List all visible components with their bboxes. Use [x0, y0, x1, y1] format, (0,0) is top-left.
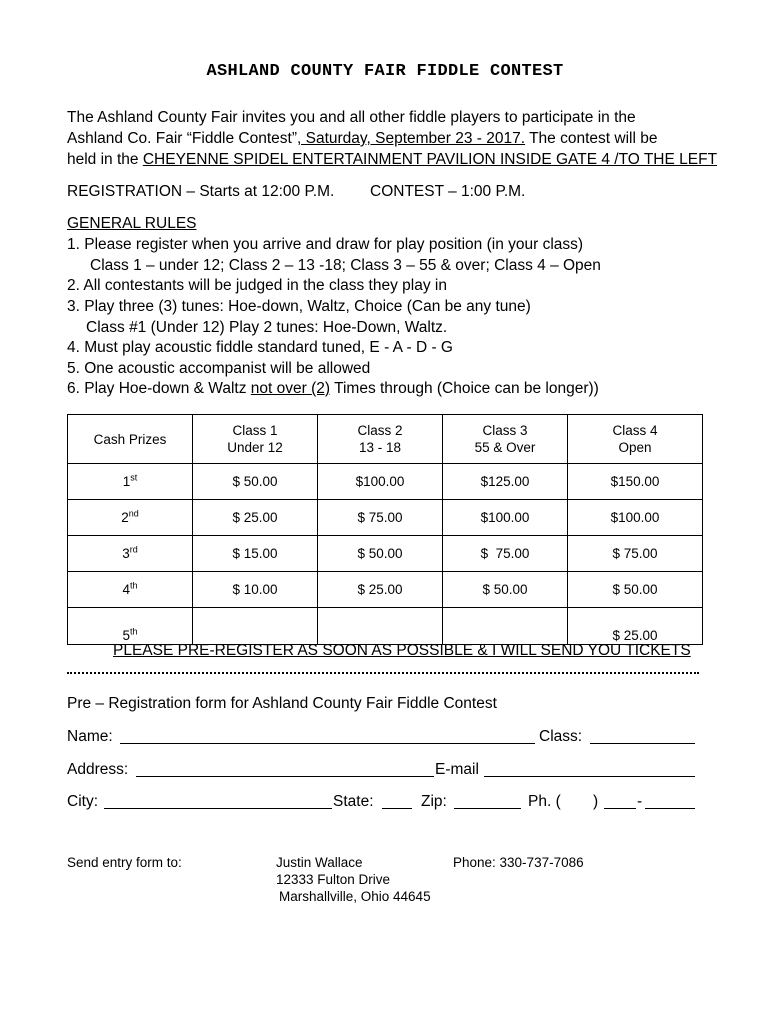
class-header — [193, 415, 318, 464]
class-field[interactable] — [590, 729, 695, 744]
rule-3-class1: Class #1 (Under 12) Play 2 tunes: Hoe-Down, Waltz. — [86, 319, 448, 336]
address-field[interactable] — [136, 762, 434, 777]
phone-number-field[interactable] — [645, 794, 695, 809]
zip-label: Zip: — [421, 793, 447, 810]
place-cell — [68, 536, 193, 572]
rule-5: 5. One acoustic accompanist will be allowed — [67, 360, 371, 377]
state-field[interactable] — [382, 794, 412, 809]
prize-cell: $100.00 — [443, 500, 568, 536]
table-row — [68, 572, 703, 608]
intro-venue: CHEYENNE SPIDEL ENTERTAINMENT PAVILION INSIDE GATE 4 /TO THE LEFT — [142, 151, 718, 168]
intro-line-1: The Ashland County Fair invites you and all other fiddle players to participate in the — [67, 109, 636, 126]
place-number: 2 — [121, 510, 129, 525]
rule-2: 2. All contestants will be judged in the class they play in — [67, 277, 447, 294]
phone-label: Ph. ( — [528, 793, 561, 810]
place-cell — [68, 572, 193, 608]
address-label: Address: — [67, 761, 129, 778]
prize-cell: $100.00 — [568, 500, 703, 536]
class-label: Class: — [539, 728, 583, 745]
send-street: 12333 Fulton Drive — [276, 872, 391, 887]
place-suffix: th — [130, 580, 138, 591]
send-label: Send entry form to: — [67, 855, 182, 870]
phone-prefix-field[interactable] — [604, 794, 636, 809]
prize-cell: $ 75.00 — [318, 500, 443, 536]
rules-heading: GENERAL RULES — [67, 215, 197, 232]
prize-cell: $125.00 — [443, 464, 568, 500]
name-field[interactable] — [120, 729, 535, 744]
form-heading: Pre – Registration form for Ashland County Fair Fiddle Contest — [67, 695, 497, 712]
prize-cell: $ 25.00 — [318, 572, 443, 608]
class-name: Class 3 — [482, 423, 528, 438]
place-cell — [68, 500, 193, 536]
place-suffix: th — [130, 626, 138, 637]
place-number: 1 — [122, 474, 131, 489]
phone-paren: ) — [593, 793, 599, 810]
prize-cell: $ 75.00 — [568, 536, 703, 572]
class-sub: 13 - 18 — [358, 440, 402, 455]
prize-cell: $ 50.00 — [443, 572, 568, 608]
place-suffix: nd — [128, 508, 139, 519]
dotted-divider — [67, 672, 699, 674]
place-number: 5 — [122, 628, 130, 643]
class-header — [318, 415, 443, 464]
table-row — [68, 464, 703, 500]
city-label: City: — [67, 793, 98, 810]
class-name: Class 2 — [357, 423, 403, 438]
place-suffix: rd — [129, 544, 138, 555]
table-row — [68, 500, 703, 536]
contest-time: CONTEST – 1:00 P.M. — [370, 183, 526, 200]
cash-prizes-table — [67, 414, 703, 645]
class-header — [443, 415, 568, 464]
page-title: ASHLAND COUNTY FAIR FIDDLE CONTEST — [206, 62, 564, 81]
email-field[interactable] — [484, 762, 695, 777]
intro-line-2-end: The contest will be — [525, 130, 658, 147]
place-number: 4 — [122, 582, 130, 597]
email-label: E-mail — [435, 761, 479, 778]
send-phone: Phone: 330-737-7086 — [453, 855, 584, 870]
rule-1: 1. Please register when you arrive and draw for play position (in your class) — [67, 236, 584, 253]
table-row — [68, 536, 703, 572]
prize-cell: $ 10.00 — [193, 572, 318, 608]
intro-date: , Saturday, September 23 - 2017. — [297, 130, 526, 147]
prize-cell: $150.00 — [568, 464, 703, 500]
prize-cell: $ 75.00 — [443, 536, 568, 572]
prize-cell: $ 50.00 — [568, 572, 703, 608]
intro-held-in: held in the — [67, 151, 143, 168]
place-number: 3 — [122, 546, 130, 561]
prize-cell: $ 50.00 — [318, 536, 443, 572]
table-header-row — [68, 415, 703, 464]
place-suffix: st — [130, 472, 138, 483]
rule-6-start: 6. Play Hoe-down & Waltz — [67, 380, 251, 397]
class-name: Class 1 — [232, 423, 278, 438]
table-corner: Cash Prizes — [68, 415, 193, 464]
class-sub: Under 12 — [227, 440, 283, 455]
preregister-notice: PLEASE PRE-REGISTER AS SOON AS POSSIBLE & I WILL SEND YOU TICKETS — [113, 642, 691, 659]
send-name: Justin Wallace — [276, 855, 363, 870]
prize-cell — [193, 608, 318, 645]
class-name: Class 4 — [612, 423, 658, 438]
place-cell — [68, 608, 193, 645]
name-label: Name: — [67, 728, 113, 745]
prize-cell: $ 50.00 — [193, 464, 318, 500]
rule-6 — [67, 379, 599, 399]
prize-cell — [443, 608, 568, 645]
rule-6-end: Times through (Choice can be longer)) — [330, 380, 599, 397]
table-row — [68, 608, 703, 645]
rule-4: 4. Must play acoustic fiddle standard tuned, E - A - D - G — [67, 339, 453, 356]
place-cell — [68, 464, 193, 500]
prize-cell: $100.00 — [318, 464, 443, 500]
intro-contest-name: Ashland Co. Fair “Fiddle Contest” — [67, 130, 298, 147]
rule-6-count: (2) — [311, 380, 331, 397]
prize-cell — [318, 608, 443, 645]
city-field[interactable] — [104, 794, 332, 809]
prize-cell: $ 25.00 — [568, 608, 703, 645]
registration-time: REGISTRATION – Starts at 12:00 P.M. — [67, 183, 335, 200]
rule-3: 3. Play three (3) tunes: Hoe-down, Waltz, Choice (Can be any tune) — [67, 298, 531, 315]
state-label: State: — [333, 793, 374, 810]
rule-6-not-over: not over — [250, 380, 312, 397]
zip-field[interactable] — [454, 794, 521, 809]
class-sub: 55 & Over — [474, 440, 536, 455]
class-sub: Open — [618, 440, 652, 455]
send-city: Marshallville, Ohio 44645 — [279, 889, 431, 904]
prize-cell: $ 25.00 — [193, 500, 318, 536]
phone-dash: - — [637, 793, 643, 810]
prize-cell: $ 15.00 — [193, 536, 318, 572]
intro-line-3 — [67, 150, 717, 170]
intro-line-2 — [67, 129, 657, 149]
rule-1-classes: Class 1 – under 12; Class 2 – 13 -18; Class 3 – 55 & over; Class 4 – Open — [90, 257, 601, 274]
class-header — [568, 415, 703, 464]
